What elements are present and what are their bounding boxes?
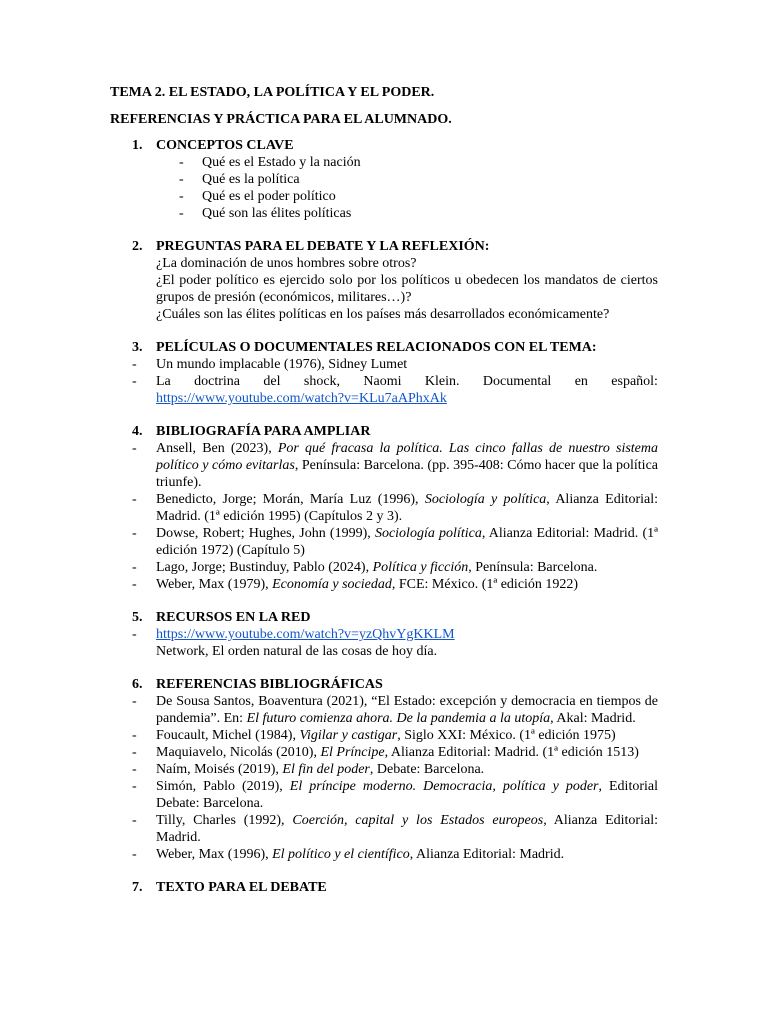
list-dash: -: [132, 357, 137, 372]
concept-list: [156, 154, 658, 222]
document-subtitle: REFERENCIAS Y PRÁCTICA PARA EL ALUMNADO.: [110, 112, 452, 127]
ref-title: El futuro comienza ahora. De la pandemia a la utopía: [246, 711, 551, 726]
list-item: [132, 778, 658, 812]
ref-details: , Alianza Editorial: Madrid. (1ª edición 1995) (Capítulos 2 y 3).: [156, 492, 659, 524]
question: ¿El poder político es ejercido solo por los políticos u obedecen los mandatos de ciertos grupos de presión (económicos, militares…)?: [156, 273, 658, 305]
ref-title: El Príncipe: [320, 745, 385, 760]
ref-author: Naím, Moisés (2019),: [156, 762, 283, 777]
list-dash: -: [132, 728, 137, 743]
list-dash: -: [132, 577, 137, 592]
list-dash: -: [132, 560, 137, 575]
section-heading: PREGUNTAS PARA EL DEBATE Y LA REFLEXIÓN:: [156, 239, 490, 254]
section-films: [110, 339, 658, 407]
list-item: [132, 626, 658, 643]
film-list: [132, 356, 658, 407]
list-item: [132, 525, 659, 559]
youtube-link[interactable]: https://www.youtube.com/watch?v=yzQhvYgKKLM: [156, 627, 455, 642]
ref-author: De Sousa Santos, Boaventura (2021), “El Estado: excepción y democracia en tiempos de pandemia”. En:: [156, 694, 658, 726]
list-item: - Qué es el poder político: [156, 188, 658, 205]
list-item: [132, 812, 658, 846]
section-number: 6.: [132, 677, 143, 692]
word: en: [574, 374, 588, 389]
list-dash: -: [132, 374, 137, 389]
word: shock,: [303, 374, 341, 389]
section-number: 4.: [132, 424, 143, 439]
film-text: Un mundo implacable (1976), Sidney Lumet: [156, 357, 408, 372]
list-dash: -: [132, 813, 137, 828]
list-item: [132, 693, 658, 727]
ref-title: El político y el científico: [272, 847, 410, 862]
section-heading: CONCEPTOS CLAVE: [156, 138, 294, 153]
ref-details: , Península: Barcelona. (pp. 395-408: Cómo hacer que la política triunfe).: [156, 458, 658, 490]
list-item: [132, 356, 658, 373]
list-dash: -: [132, 441, 137, 456]
section-number: 5.: [132, 610, 143, 625]
ref-title: El príncipe moderno. Democracia, política y poder: [289, 779, 599, 794]
ref-author: Simón, Pablo (2019),: [156, 779, 290, 794]
ref-title: Economía y sociedad: [272, 577, 392, 592]
ref-author: Dowse, Robert; Hughes, John (1999),: [156, 526, 375, 541]
section-number: 2.: [132, 239, 143, 254]
list-item: [132, 491, 659, 525]
word: doctrina: [194, 374, 241, 389]
ref-title: Vigilar y castigar: [299, 728, 398, 743]
ref-author: Lago, Jorge; Bustinduy, Pablo (2024),: [156, 560, 373, 575]
document-title: TEMA 2. EL ESTADO, LA POLÍTICA Y EL PODER.: [110, 85, 435, 100]
resource-description: Network, El orden natural de las cosas de hoy día.: [156, 644, 438, 659]
list-item: [132, 559, 658, 576]
section-number: 7.: [132, 880, 143, 895]
word: La: [156, 374, 171, 389]
section-heading: REFERENCIAS BIBLIOGRÁFICAS: [156, 677, 383, 692]
list-dash: -: [132, 694, 137, 709]
list-dash: -: [132, 745, 137, 760]
ref-title: Sociología y política: [424, 492, 547, 507]
question: ¿La dominación de unos hombres sobre otros?: [156, 256, 417, 271]
question: ¿Cuáles son las élites políticas en los países más desarrollados económicamente?: [156, 307, 610, 322]
ref-title: El fin del poder: [282, 762, 370, 777]
film-text: [156, 373, 658, 390]
ref-details: , Alianza Editorial: Madrid. (1ª edición 1513): [384, 745, 639, 760]
section-heading: BIBLIOGRAFÍA PARA AMPLIAR: [156, 424, 371, 439]
ref-title: Política y ficción: [372, 560, 469, 575]
list-dash: -: [132, 847, 137, 862]
list-item: [132, 744, 658, 761]
list-item: [132, 727, 658, 744]
word: Naomi: [363, 374, 402, 389]
ref-author: Weber, Max (1979),: [156, 577, 273, 592]
list-item: - Qué es la política: [156, 171, 658, 188]
ref-details: , Península: Barcelona.: [468, 560, 598, 575]
youtube-link[interactable]: https://www.youtube.com/watch?v=KLu7aAPhxAk: [156, 391, 447, 406]
list-dash: -: [132, 779, 137, 794]
list-item: [132, 373, 658, 407]
ref-details: , Alianza Editorial: Madrid.: [409, 847, 565, 862]
ref-details: , Editorial Debate: Barcelona.: [156, 779, 658, 811]
list-item: [132, 846, 658, 863]
resource-list: [132, 626, 658, 643]
word: Documental: [482, 374, 552, 389]
ref-details: , Debate: Barcelona.: [369, 762, 485, 777]
section-debate-questions: [110, 238, 658, 323]
section-debate-text: [110, 879, 658, 896]
section-web-resources: [110, 609, 658, 660]
ref-author: Maquiavelo, Nicolás (2010),: [156, 745, 321, 760]
section-number: 1.: [132, 138, 143, 153]
word: del: [263, 374, 281, 389]
list-item: [132, 440, 658, 491]
ref-title: Por qué fracasa la política. Las cinco fallas de nuestro sistema político y cómo evitarlas: [156, 441, 658, 473]
section-heading: PELÍCULAS O DOCUMENTALES RELACIONADOS CON EL TEMA:: [156, 340, 597, 355]
ref-details: , Akal: Madrid.: [550, 711, 636, 726]
section-references: [110, 676, 658, 863]
list-item: - Qué es el Estado y la nación: [156, 154, 658, 171]
list-item: [132, 576, 658, 593]
bibliography-list: [132, 440, 659, 593]
list-dash: -: [132, 492, 137, 507]
list-item: - Qué son las élites políticas: [156, 205, 658, 222]
ref-details: , FCE: México. (1ª edición 1922): [391, 577, 579, 592]
word: español:: [611, 374, 658, 389]
section-heading: TEXTO PARA EL DEBATE: [156, 880, 327, 895]
list-item: [132, 761, 658, 778]
list-dash: -: [132, 627, 137, 642]
word: Klein.: [424, 374, 460, 389]
ref-author: Tilly, Charles (1992),: [156, 813, 293, 828]
list-dash: -: [132, 526, 137, 541]
document-page: [110, 84, 658, 912]
ref-author: Ansell, Ben (2023),: [156, 441, 278, 456]
ref-author: Benedicto, Jorge; Morán, María Luz (1996),: [156, 492, 425, 507]
ref-details: , Siglo XXI: México. (1ª edición 1975): [397, 728, 616, 743]
section-number: 3.: [132, 340, 143, 355]
section-key-concepts: [110, 137, 658, 222]
ref-author: Weber, Max (1996),: [156, 847, 273, 862]
ref-author: Foucault, Michel (1984),: [156, 728, 300, 743]
section-further-reading: [110, 423, 658, 593]
section-heading: RECURSOS EN LA RED: [156, 610, 311, 625]
list-dash: -: [132, 762, 137, 777]
ref-title: Coerción, capital y los Estados europeos: [292, 813, 544, 828]
ref-title: Sociología política: [374, 526, 482, 541]
ref-details: , Alianza Editorial: Madrid.: [156, 813, 658, 845]
reference-list: [132, 693, 658, 863]
ref-details: , Alianza Editorial: Madrid. (1ª edición 1972) (Capítulo 5): [156, 526, 659, 558]
